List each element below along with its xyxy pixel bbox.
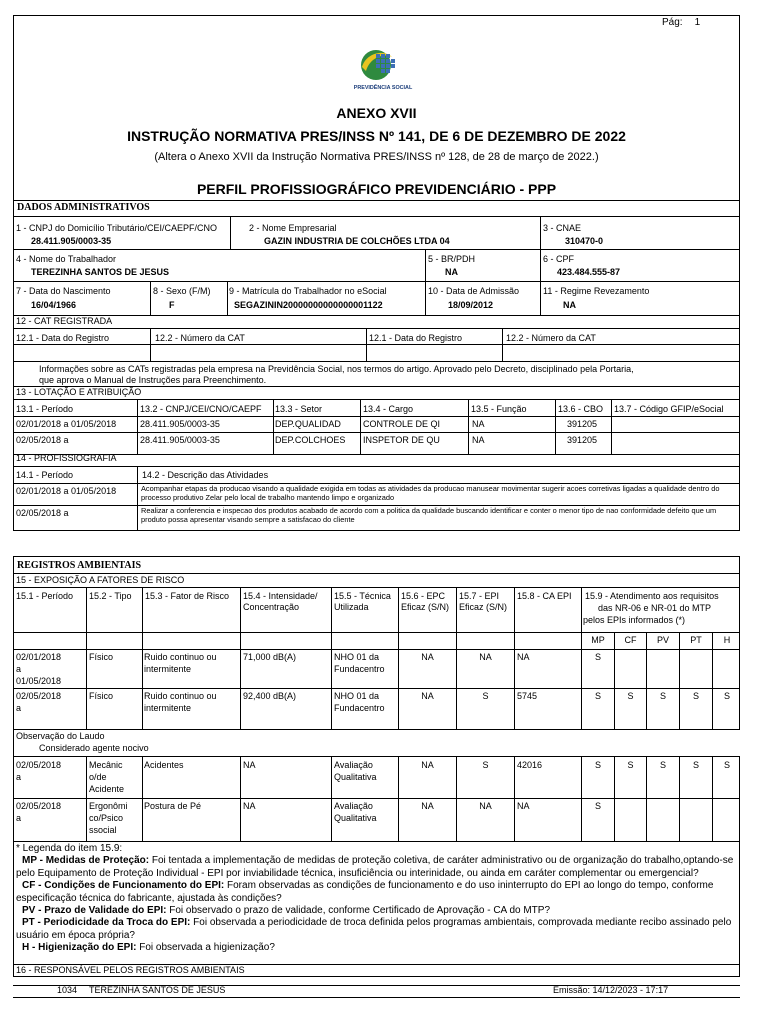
amb-h-intensidade: 15.4 - Intensidade/ (243, 591, 318, 601)
legend-title: * Legenda do item 15.9: (16, 843, 123, 854)
prof-descricao-1: Acompanhar etapas da producao visando a qualidade exigida em todas as atividades da producao manusear movimentar sugerir acoes corretivas ligadas a qualidade dentro do processo produtivo Zelar pelo local de trabalho mantendo limpo e organizado (141, 484, 720, 502)
amb-epi: S (482, 691, 489, 701)
sub-mp: MP (591, 635, 605, 645)
field-7-label: 7 - Data do Nascimento (16, 286, 111, 296)
table-row: 02/05/2018 (16, 691, 62, 701)
amb-h-epc-2: Eficaz (S/N) (401, 602, 450, 612)
amb-h-epi: 15.7 - EPI (459, 591, 500, 601)
amb-h-periodo: 15.1 - Período (16, 591, 74, 601)
footer-bar (13, 985, 740, 998)
amb-tecnica: NHO 01 da (334, 652, 380, 662)
amb-tecnica: Avaliação (334, 801, 373, 811)
lot-cbo: 391205 (567, 435, 598, 445)
lot-funcao: NA (472, 419, 485, 429)
amb-cf: S (627, 760, 634, 770)
prof-h-descricao: 14.2 - Descrição das Atividades (142, 470, 269, 480)
amb-h-atendimento: 15.9 - Atendimento aos requisitos (585, 591, 719, 601)
footer-name: TEREZINHA SANTOS DE JESUS (89, 985, 226, 995)
amb-epi: NA (479, 801, 492, 811)
page-value: 1 (694, 17, 701, 28)
amb-tipo: Mecânic (89, 760, 123, 770)
amb-h-epi-2: Eficaz (S/N) (459, 602, 508, 612)
amb-epi: NA (479, 652, 492, 662)
field-11-label: 11 - Regime Revezamento (543, 286, 650, 296)
field-3-label: 3 - CNAE (543, 223, 582, 233)
amb-ca: 5745 (517, 691, 538, 701)
field-6-label: 6 - CPF (543, 254, 575, 264)
amb-h-atendimento-3: pelos EPIs informados (*) (583, 615, 686, 625)
amb-mp: S (594, 691, 601, 701)
section-lotacao: 13 - LOTAÇÃO E ATRIBUIÇÃO (16, 387, 142, 397)
amb-h: S (723, 691, 730, 701)
legend-h-label: H - Higienização do EPI: (22, 942, 137, 954)
cat-info-line-1: Informações sobre as CATs registradas pela empresa na Previdência Social, nos termos do artigo. Aprovado pelo Decreto, disciplinado pela Portaria, (39, 364, 634, 374)
field-11-value: NA (563, 300, 576, 310)
previdencia-logo-icon (338, 47, 428, 93)
amb-mp: S (594, 801, 601, 811)
amb-ca: NA (517, 652, 530, 662)
table-row: 02/05/2018 a (16, 508, 69, 518)
amb-periodo-a: a (16, 664, 22, 674)
obs-text-visible: Considerado agente nocivo (39, 743, 149, 753)
section-exposicao: 15 - EXPOSIÇÃO A FATORES DE RISCO (16, 575, 185, 585)
amb-pv: S (659, 691, 666, 701)
legend-cf-text: Foram observadas as condições de funcionamento e do uso ininterrupto do EPI ao longo do tempo, conforme especificação técnica do fabricante, ajustada às condições? (16, 880, 714, 904)
field-4-value: TEREZINHA SANTOS DE JESUS (31, 267, 170, 277)
amb-pv: S (659, 760, 666, 770)
table-row: 02/05/2018 a (16, 435, 69, 445)
amb-mp: S (594, 652, 601, 662)
legend-block (16, 843, 738, 955)
amb-epc: NA (421, 652, 434, 662)
amb-pt: S (692, 691, 699, 701)
section-registros-ambientais: REGISTROS AMBIENTAIS (17, 560, 142, 571)
ppp-title: PERFIL PROFISSIOGRÁFICO PREVIDENCIÁRIO - PPP (196, 181, 557, 197)
lot-setor: DEP.COLCHOES (275, 435, 346, 445)
lot-cargo: CONTROLE DE QI (363, 419, 441, 429)
section-responsavel: 16 - RESPONSÁVEL PELOS REGISTROS AMBIENTAIS (16, 965, 245, 975)
amb-epc: NA (421, 691, 434, 701)
amb-h: S (723, 760, 730, 770)
amb-h-tipo: 15.2 - Tipo (89, 591, 132, 601)
sub-cf: CF (624, 635, 637, 645)
amb-intensidade: 71,000 dB(A) (243, 652, 297, 662)
prof-h-periodo: 14.1 - Período (16, 470, 74, 480)
lot-h-cnpj: 13.2 - CNPJ/CEI/CNO/CAEPF (140, 404, 262, 414)
legend-h-text: Foi observada a higienização? (136, 942, 275, 954)
amb-periodo-a: a (16, 813, 22, 823)
field-1-value: 28.411.905/0003-35 (31, 236, 112, 246)
amb-intensidade: 92,400 dB(A) (243, 691, 297, 701)
ppp-page-1 (13, 15, 740, 531)
legend-pt-text: Foi observada a periodicidade de troca definida pelos programas ambientais, comprovada mediante recibo assinado pelo usuário em época própria? (16, 917, 732, 941)
legend-mp-text: Foi tentada a implementação de medidas de proteção coletiva, de caráter administrativo ou de organização do trabalho,optando-se pelo Equipamento de Proteção Individual - EPI por inviabilidade técnica, insuficiência ou interinidade, ou ainda em caráter complementar ou emergencial? (16, 855, 734, 879)
amb-h-atendimento-2: das NR-06 e NR-01 do MTP (598, 603, 712, 613)
amb-h-ca: 15.8 - CA EPI (517, 591, 572, 601)
amb-intensidade: NA (243, 760, 256, 770)
amb-ca: NA (517, 801, 530, 811)
cat-registrada-label: 12 - CAT REGISTRADA (16, 316, 113, 326)
amb-tipo-3: ssocial (89, 825, 117, 835)
obs-label-visible: Observação do Laudo (16, 731, 105, 741)
table-row: 02/05/2018 (16, 801, 62, 811)
ppp-page-2 (13, 556, 740, 977)
amb-ca: 42016 (517, 760, 543, 770)
field-4-label: 4 - Nome do Trabalhador (16, 254, 117, 264)
amb-pt: S (692, 760, 699, 770)
amb-epc: NA (421, 760, 434, 770)
amb-h-intensidade-2: Concentração (243, 602, 300, 612)
field-1-label: 1 - CNPJ do Domicílio Tributário/CEI/CAEPF/CNO (16, 223, 218, 233)
field-6-value: 423.484.555-87 (557, 267, 621, 277)
lot-setor: DEP.QUALIDAD (275, 419, 341, 429)
sub-pt: PT (690, 635, 702, 645)
field-10-value: 18/09/2012 (448, 300, 494, 310)
amb-periodo-a: a (16, 772, 22, 782)
amb-tipo: Ergonômi (89, 801, 128, 811)
cat-numero-1: 12.2 - Número da CAT (155, 333, 245, 343)
field-5-label: 5 - BR/PDH (428, 254, 476, 264)
legend-h (16, 942, 738, 954)
legend-cf-label: CF - Condições de Funcionamento do EPI: (22, 880, 225, 892)
lot-h-cbo: 13.6 - CBO (558, 404, 604, 414)
amb-fator-2: intermitente (144, 703, 192, 713)
field-2-value: GAZIN INDUSTRIA DE COLCHÕES LTDA 04 (264, 236, 450, 246)
field-8-label: 8 - Sexo (F/M) (153, 286, 211, 296)
amb-epc: NA (421, 801, 434, 811)
cat-numero-2: 12.2 - Número da CAT (506, 333, 596, 343)
table-row: 02/01/2018 (16, 652, 62, 662)
amb-periodo-fim: 01/05/2018 (16, 676, 62, 686)
amb-tecnica: NHO 01 da (334, 691, 380, 701)
amb-h-epc: 15.6 - EPC (401, 591, 446, 601)
amb-tecnica-2: Qualitativa (334, 772, 377, 782)
field-2-label: 2 - Nome Empresarial (249, 223, 337, 233)
legend-pv (16, 905, 738, 917)
legend-mp (16, 855, 738, 880)
field-5-value: NA (445, 267, 458, 277)
instrucao-title: INSTRUÇÃO NORMATIVA PRES/INSS Nº 141, DE 6 DE DEZEMBRO DE 2022 (127, 128, 626, 144)
amb-intensidade: NA (243, 801, 256, 811)
lot-h-funcao: 13.5 - Função (471, 404, 527, 414)
amb-tipo: Físico (89, 691, 114, 701)
amb-epi: S (482, 760, 489, 770)
amb-tecnica: Avaliação (334, 760, 373, 770)
lot-cbo: 391205 (567, 419, 598, 429)
table-row: 02/01/2018 a 01/05/2018 (16, 486, 117, 496)
amb-tecnica-2: Qualitativa (334, 813, 377, 823)
amb-tipo-2: co/Psico (89, 813, 124, 823)
legend-pt (16, 917, 738, 942)
logo-text: PREVIDÊNCIA SOCIAL (353, 85, 413, 91)
field-9-label: 9 - Matrícula do Trabalhador no eSocial (229, 286, 387, 296)
section-profissiografia: 14 - PROFISSIOGRAFIA (16, 453, 117, 463)
cat-info-line-2: que aprova o Manual de Instruções para Preenchimento. (39, 375, 267, 385)
amb-tecnica-2: Fundacentro (334, 703, 385, 713)
lot-h-periodo: 13.1 - Período (16, 404, 74, 414)
prof-descricao-2: Realizar a conferencia e inspecao dos produtos acabado de acordo com a politica da qualidade buscando identificar e conter o menor tipo de nao conformidade defeito que um produto possa apresentar visando sempre a satisfacao do cliente (141, 506, 717, 524)
amb-fator: Ruido continuo ou (144, 652, 217, 662)
field-3-value: 310470-0 (565, 236, 604, 246)
amb-tipo-3: Acidente (89, 784, 125, 794)
footer-emissao: Emissão: 14/12/2023 - 17:17 (553, 985, 669, 995)
amb-fator: Ruido continuo ou (144, 691, 217, 701)
legend-pv-text: Foi observado o prazo de validade, conforme Certificado de Aprovação - CA do MTP? (166, 905, 551, 917)
amb-fator: Postura de Pé (144, 801, 202, 811)
field-9-value: SEGAZININ20000000000000001122 (234, 300, 383, 310)
sub-h: H (723, 635, 731, 645)
legend-cf (16, 880, 738, 905)
field-8-value: F (169, 300, 175, 310)
amb-fator: Acidentes (144, 760, 184, 770)
lot-cnpj: 28.411.905/0003-35 (140, 419, 220, 429)
cat-data-registro-1: 12.1 - Data do Registro (16, 333, 110, 343)
amb-h-fator: 15.3 - Fator de Risco (145, 591, 230, 601)
amb-tipo-2: o/de (89, 772, 107, 782)
amb-h-tecnica-2: Utilizada (334, 602, 369, 612)
anexo-title: ANEXO XVII (336, 105, 417, 121)
lot-cnpj: 28.411.905/0003-35 (140, 435, 220, 445)
amb-mp: S (594, 760, 601, 770)
field-10-label: 10 - Data de Admissão (428, 286, 520, 296)
cat-data-registro-2: 12.1 - Data do Registro (369, 333, 463, 343)
legend-pt-label: PT - Periodicidade da Troca do EPI: (22, 917, 191, 929)
legend-mp-label: MP - Medidas de Proteção: (22, 855, 150, 867)
amb-periodo-a: a (16, 703, 22, 713)
lot-funcao: NA (472, 435, 485, 445)
section-dados-administrativos: DADOS ADMINISTRATIVOS (17, 202, 150, 213)
altera-subtitle: (Altera o Anexo XVII da Instrução Normativa PRES/INSS nº 128, de 28 de março de 2022.) (154, 151, 599, 163)
lot-h-cargo: 13.4 - Cargo (363, 404, 414, 414)
amb-tecnica-2: Fundacentro (334, 664, 385, 674)
footer-id: 1034 (57, 985, 78, 995)
table-row: 02/05/2018 (16, 760, 62, 770)
lot-h-gfip: 13.7 - Código GFIP/eSocial (614, 404, 724, 414)
field-7-value: 16/04/1966 (31, 300, 77, 310)
lot-h-setor: 13.3 - Setor (275, 404, 323, 414)
amb-h-tecnica: 15.5 - Técnica (334, 591, 391, 601)
lot-cargo: INSPETOR DE QU (363, 435, 440, 445)
page-label: Pág: (662, 17, 683, 28)
sub-pv: PV (656, 635, 669, 645)
amb-cf: S (627, 691, 634, 701)
amb-tipo: Físico (89, 652, 114, 662)
table-row: 02/01/2018 a 01/05/2018 (16, 419, 117, 429)
amb-fator-2: intermitente (144, 664, 192, 674)
legend-pv-label: PV - Prazo de Validade do EPI: (22, 905, 167, 917)
